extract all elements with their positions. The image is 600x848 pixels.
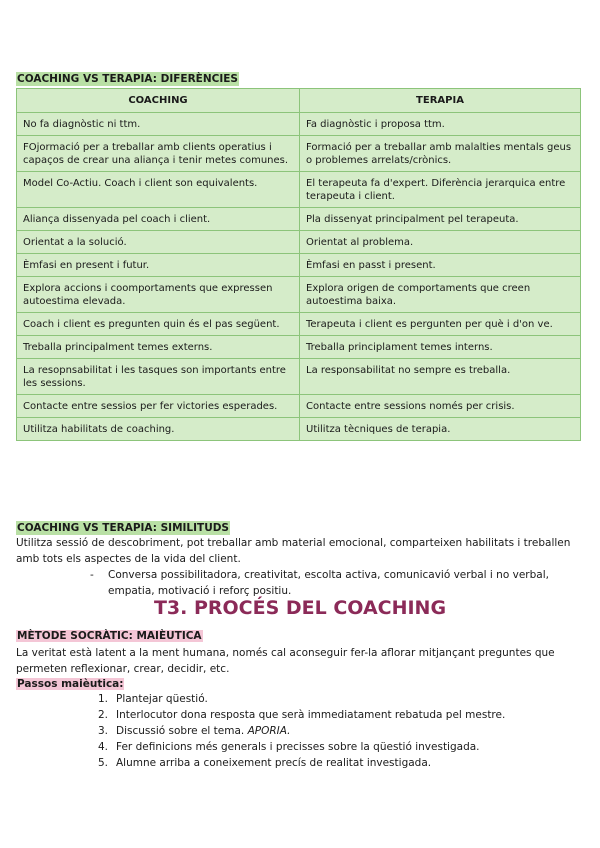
terapia-cell: Pla dissenyat principalment pel terapeuta. [300, 208, 581, 231]
similarities-text: Utilitza sessió de descobriment, pot treballar amb material emocional, comparteixen habilitats i treballen amb tots els aspectes de la vida del client. [16, 537, 571, 565]
terapia-cell: Formació per a treballar amb malalties mentals geus o problemes arrelats/crònics. [300, 136, 581, 172]
table-row [17, 172, 581, 208]
step-number: 4. [97, 741, 108, 753]
table-row [17, 395, 581, 418]
coaching-cell: Treballa principalment temes externs. [17, 336, 300, 359]
column-header-terapia: TERAPIA [300, 89, 581, 113]
step-number: 1. [97, 693, 108, 705]
step-text: Fer definicions més generals i precisses sobre la qüestió investigada. [116, 741, 480, 753]
step-number: 2. [97, 709, 108, 721]
bullet-dash: - [90, 569, 94, 581]
table-row [17, 208, 581, 231]
steps-heading: Passos maièutica: [17, 678, 124, 690]
terapia-cell: El terapeuta fa d'expert. Diferència jerarquica entre terapeuta i client. [300, 172, 581, 208]
table-header-row [17, 89, 581, 113]
list-item [88, 691, 505, 707]
coaching-cell: Coach i client es pregunten quin és el pas següent. [17, 313, 300, 336]
coaching-cell: La resopnsabilitat i les tasques son importants entre les sessions. [17, 359, 300, 395]
terapia-cell: Contacte entre sessions només per crisis. [300, 395, 581, 418]
step-text: Interlocutor dona resposta que serà immediatament rebatuda pel mestre. [116, 709, 506, 721]
terapia-cell: La responsabilitat no sempre es treballa. [300, 359, 581, 395]
method-text: La veritat està latent a la ment humana, només cal aconseguir fer-la aflorar mitjançant preguntes que permeten reflexionar, crear, decidir, etc. [16, 647, 555, 675]
coaching-cell: Model Co-Actiu. Coach i client son equivalents. [17, 172, 300, 208]
coaching-cell: Èmfasi en present i futur. [17, 254, 300, 277]
similarities-bullet: Conversa possibilitadora, creativitat, escolta activa, comunicavió verbal i no verbal, empatia, motivació i reforç positiu. [108, 569, 549, 597]
list-item [88, 755, 505, 771]
step-text: Alumne arriba a coneixement precís de realitat investigada. [116, 757, 432, 769]
table-row [17, 277, 581, 313]
step-number: 5. [97, 757, 108, 769]
method-heading: MÈTODE SOCRÀTIC: MAIÈUTICA [17, 630, 202, 642]
table-row [17, 359, 581, 395]
step-text: Discussió sobre el tema. [116, 725, 248, 737]
table-row [17, 336, 581, 359]
table-row [17, 231, 581, 254]
table-row [17, 313, 581, 336]
list-item [88, 739, 505, 755]
table-row [17, 418, 581, 441]
coaching-cell: Aliança dissenyada pel coach i client. [17, 208, 300, 231]
coaching-cell: No fa diagnòstic ni ttm. [17, 113, 300, 136]
table-row [17, 254, 581, 277]
method-heading-line [16, 628, 586, 644]
terapia-cell: Orientat al problema. [300, 231, 581, 254]
steps-list [88, 691, 505, 771]
section-heading-similarities: COACHING VS TERAPIA: SIMILITUDS [17, 522, 229, 534]
step-text: Plantejar qüestió. [116, 693, 208, 705]
step-italic-term: APORIA. [247, 725, 291, 737]
list-item [88, 723, 505, 739]
terapia-cell: Èmfasi en passt i present. [300, 254, 581, 277]
coaching-cell: Contacte entre sessios per fer victories esperades. [17, 395, 300, 418]
coaching-cell: Explora accions i coomportaments que expressen autoestima elevada. [17, 277, 300, 313]
table-row [17, 113, 581, 136]
steps-heading-line [16, 676, 586, 692]
terapia-cell: Fa diagnòstic i proposa ttm. [300, 113, 581, 136]
terapia-cell: Utilitza tècniques de terapia. [300, 418, 581, 441]
comparison-table [16, 88, 581, 441]
coaching-cell: Utilitza habilitats de coaching. [17, 418, 300, 441]
terapia-cell: Treballa principlament temes interns. [300, 336, 581, 359]
table-row [17, 136, 581, 172]
step-number: 3. [97, 725, 108, 737]
chapter-title: T3. PROCÉS DEL COACHING [153, 597, 447, 619]
list-item [88, 707, 505, 723]
section-heading-differences: COACHING VS TERAPIA: DIFERÈNCIES [17, 73, 238, 85]
terapia-cell: Explora origen de comportaments que creen autoestima baixa. [300, 277, 581, 313]
column-header-coaching: COACHING [17, 89, 300, 113]
coaching-cell: FOjormació per a treballar amb clients operatius i capaços de crear una aliança i tenir metes comunes. [17, 136, 300, 172]
coaching-cell: Orientat a la solució. [17, 231, 300, 254]
terapia-cell: Terapeuta i client es pergunten per què i d'on ve. [300, 313, 581, 336]
